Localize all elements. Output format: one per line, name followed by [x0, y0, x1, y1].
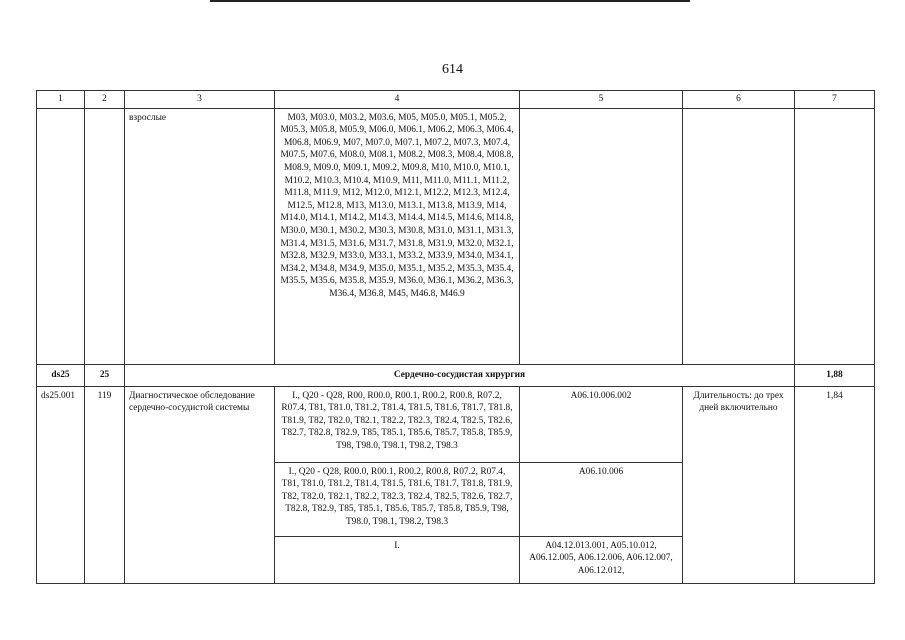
section-coef: 1,88	[795, 364, 875, 386]
table-row-ds25001	[37, 386, 875, 462]
group-code: ds25.001	[37, 386, 85, 583]
header-col-2: 2	[85, 91, 125, 109]
classification-table	[36, 90, 875, 584]
header-col-5: 5	[520, 91, 683, 109]
cell-empty	[85, 108, 125, 364]
page-number: 614	[442, 62, 463, 77]
section-code: ds25	[37, 364, 85, 386]
cell-empty	[683, 108, 795, 364]
section-row	[37, 364, 875, 386]
cell-empty	[795, 108, 875, 364]
group-number: 119	[85, 386, 125, 583]
header-col-7: 7	[795, 91, 875, 109]
group-name: Диагностическое обследование сердечно-сосудистой системы	[125, 386, 275, 583]
diagnosis-codes-cell: I.	[275, 536, 520, 583]
section-number: 25	[85, 364, 125, 386]
service-code-cell: A06.10.006	[520, 462, 683, 536]
diagnosis-codes-cell: I., Q20 - Q28, R00.0, R00.1, R00.2, R00.8, R07.2, R07.4, T81, T81.0, T81.2, T81.4, T81.5, T81.6, T81.7, T81.8, T81.9, T82, T82.0, T82.1, T82.2, T82.3, T82.4, T82.5, T82.6, T82.7, T82.8, T82.9, T85, T85.1, T85.6, T85.7, T85.8, T85.9, T98, T98.0, T98.1, T98.2, T98.3	[275, 462, 520, 536]
diagnosis-codes-cell: I., Q20 - Q28, R00, R00.0, R00.1, R00.2, R00.8, R07.2, R07.4, T81, T81.0, T81.2, T81.4, T81.5, T81.6, T81.7, T81.8, T81.9, T82, T82.0, T82.1, T82.2, T82.3, T82.4, T82.5, T82.6, T82.7, T82.8, T82.9, T85, T85.1, T85.6, T85.7, T85.8, T85.9, T98, T98.0, T98.1, T98.2, T98.3	[275, 386, 520, 462]
cell-empty	[520, 108, 683, 364]
cell-empty	[37, 108, 85, 364]
group-note: Длительность: до трех дней включительно	[683, 386, 795, 583]
age-group-cell: взрослые	[125, 108, 275, 364]
header-col-6: 6	[683, 91, 795, 109]
diagnosis-codes-cell: M03, M03.0, M03.2, M03.6, M05, M05.0, M05.1, M05.2, M05.3, M05.8, M05.9, M06.0, M06.1, M06.2, M06.3, M06.4, M06.8, M06.9, M07, M07.0, M07.1, M07.2, M07.3, M07.4, M07.5, M07.6, M08.0, M08.1, M08.2, M08.3, M08.4, M08.8, M08.9, M09.0, M09.1, M09.2, M09.8, M10, M10.0, M10.1, M10.2, M10.3, M10.4, M10.9, M11, M11.0, M11.1, M11.2, M11.8, M11.9, M12, M12.0, M12.1, M12.2, M12.3, M12.4, M12.5, M12.8, M13, M13.0, M13.1, M13.8, M13.9, M14, M14.0, M14.1, M14.2, M14.3, M14.4, M14.5, M14.6, M14.8, M30.0, M30.1, M30.2, M30.3, M30.8, M31.0, M31.1, M31.3, M31.4, M31.5, M31.6, M31.7, M31.8, M31.9, M32.0, M32.1, M32.8, M32.9, M33.0, M33.1, M33.2, M33.9, M34.0, M34.1, M34.2, M34.8, M34.9, M35.0, M35.1, M35.2, M35.3, M35.4, M35.5, M35.6, M35.8, M35.9, M36.0, M36.1, M36.2, M36.3, M36.4, M36.8, M45, M46.8, M46.9	[275, 108, 520, 364]
service-code-cell: A04.12.013.001, A05.10.012, A06.12.005, A06.12.006, A06.12.007, A06.12.012,	[520, 536, 683, 583]
header-col-4: 4	[275, 91, 520, 109]
header-col-1: 1	[37, 91, 85, 109]
header-row	[37, 91, 875, 109]
header-col-3: 3	[125, 91, 275, 109]
top-rule	[210, 0, 690, 2]
group-coef: 1,84	[795, 386, 875, 583]
section-title: Сердечно-сосудистая хирургия	[125, 364, 795, 386]
service-code-cell: A06.10.006.002	[520, 386, 683, 462]
table-row-adults	[37, 108, 875, 364]
